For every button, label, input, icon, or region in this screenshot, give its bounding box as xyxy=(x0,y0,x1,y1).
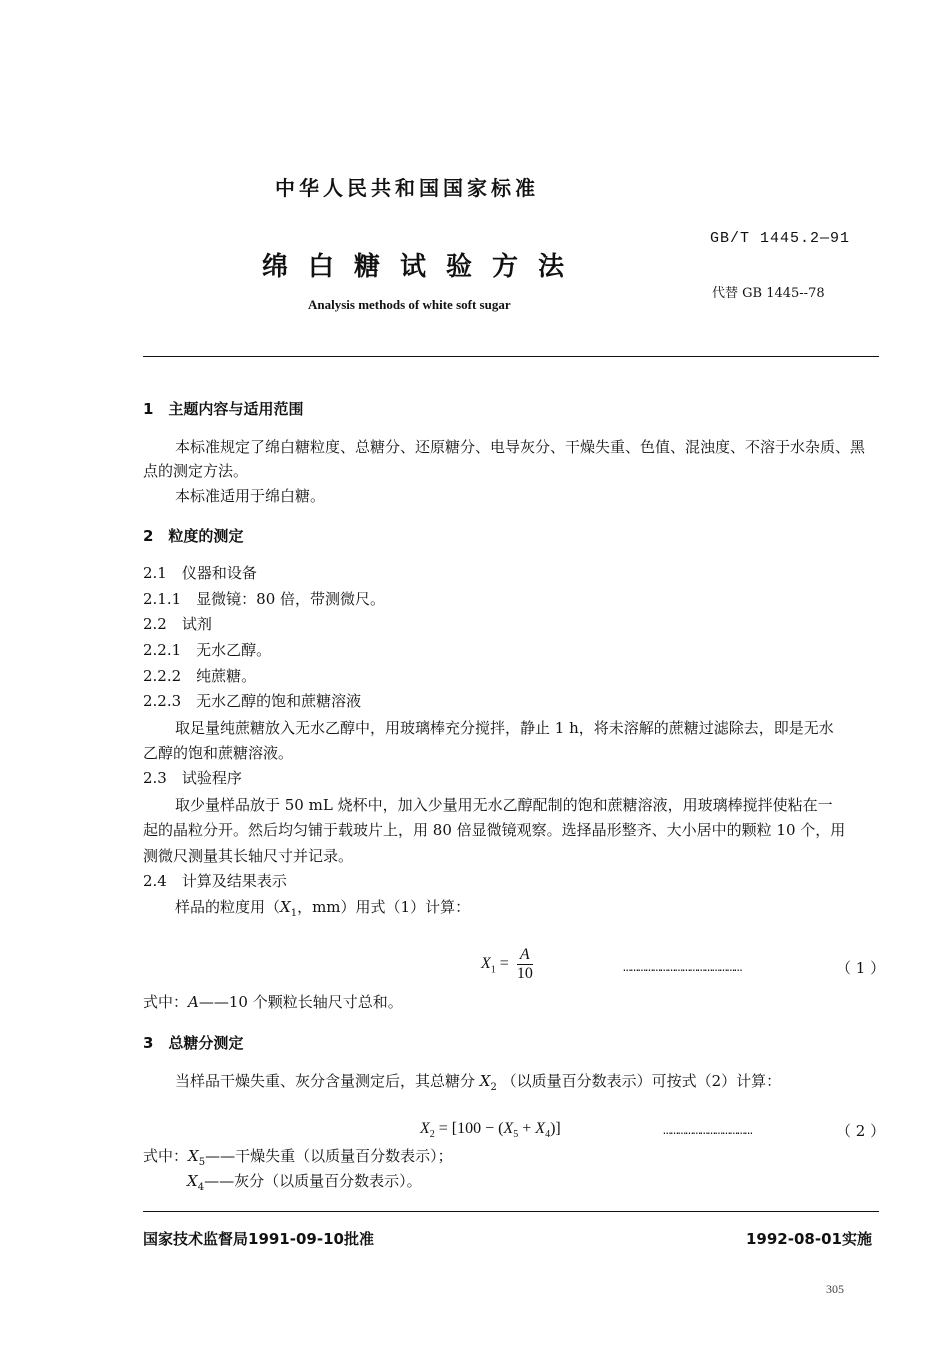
clause-2-1-1: 2.1.1 显微镜：80 倍，带测微尺。 xyxy=(143,590,386,608)
section-2-heading: 2 粒度的测定 xyxy=(143,527,244,545)
clause-2-3: 2.3 试验程序 xyxy=(143,769,242,787)
clause-2-1: 2.1 仪器和设备 xyxy=(143,564,257,582)
s3-intro: 当样品干燥失重、灰分含量测定后，其总糖分 $X_2$ （以质量百分数表示）可按式（2）计算： xyxy=(175,1072,782,1093)
clause-2-4: 2.4 计算及结果表示 xyxy=(143,872,287,890)
clause-2-2-3-line-2: 乙醇的饱和蔗糖溶液。 xyxy=(143,744,294,762)
clause-2-2-1: 2.2.1 无水乙醇。 xyxy=(143,641,272,659)
section-3-heading: 3 总糖分测定 xyxy=(143,1034,244,1052)
clause-2-3-line-1: 取少量样品放于 50 mL 烧杯中，加入少量用无水乙醇配制的饱和蔗糖溶液，用玻璃棒搅拌使粘在一 xyxy=(175,796,833,814)
approval-date: 国家技术监督局1991-09-10批准 xyxy=(143,1230,374,1248)
document-title-english: Analysis methods of white soft sugar xyxy=(308,297,511,312)
effective-date: 1992-08-01实施 xyxy=(746,1230,872,1248)
clause-2-2-3: 2.2.3 无水乙醇的饱和蔗糖溶液 xyxy=(143,692,362,710)
clause-2-3-line-3: 测微尺测量其长轴尺寸并记录。 xyxy=(143,847,354,865)
clause-2-2-2: 2.2.2 纯蔗糖。 xyxy=(143,667,257,685)
standard-number: GB/T 1445.2—91 xyxy=(710,230,851,247)
clause-2-3-line-2: 起的晶粒分开。然后均匀铺于载玻片上，用 80 倍显微镜观察。选择晶形整齐、大小居中的颗粒 10 个，用 xyxy=(143,821,846,839)
s1-paragraph-line-2: 点的测定方法。 xyxy=(143,462,249,480)
equation-1-leader-dots: ………………………………………… xyxy=(623,960,742,976)
s1-scope-paragraph: 本标准适用于绵白糖。 xyxy=(175,487,326,505)
clause-2-4-intro: 样品的粒度用（$X_1$，mm）用式（1）计算： xyxy=(175,898,471,919)
s1-paragraph-line-1: 本标准规定了绵白糖粒度、总糖分、还原糖分、电导灰分、干燥失重、色值、混浊度、不溶于水杂质、黑 xyxy=(175,438,866,456)
page-number: 305 xyxy=(826,1282,844,1296)
equation-1: $X_1$ = $\frac{A}{10}$ xyxy=(481,946,533,982)
clause-2-2: 2.2 试剂 xyxy=(143,615,212,633)
header-divider xyxy=(143,356,879,357)
footer-divider xyxy=(143,1211,879,1212)
equation-1-number: （ 1 ） xyxy=(836,959,886,977)
equation-2-where-1: 式中：$X_5——$干燥失重（以质量百分数表示）； xyxy=(143,1147,453,1168)
replaces-standard: 代替 GB 1445--78 xyxy=(712,286,825,301)
document-title: 绵白糖试验方法 xyxy=(262,252,585,282)
equation-2-leader-dots: ……………………………… xyxy=(663,1123,752,1139)
equation-1-fraction: $\frac{A}{10}$ xyxy=(516,946,533,982)
equation-2-where-2: $X_4——$灰分（以质量百分数表示）。 xyxy=(187,1172,422,1193)
equation-1-where: 式中：A——10 个颗粒长轴尺寸总和。 xyxy=(143,993,403,1011)
clause-2-2-3-line-1: 取足量纯蔗糖放入无水乙醇中，用玻璃棒充分搅拌，静止 1 h，将未溶解的蔗糖过滤除去，即是无水 xyxy=(175,719,834,737)
equation-2-number: （ 2 ） xyxy=(836,1122,886,1140)
country-standard-title: 中华人民共和国国家标准 xyxy=(275,176,539,200)
equation-2: $X_2 = [100 - (X_5 + X_4)]$ xyxy=(420,1120,561,1141)
section-1-heading: 1 主题内容与适用范围 xyxy=(143,400,304,418)
